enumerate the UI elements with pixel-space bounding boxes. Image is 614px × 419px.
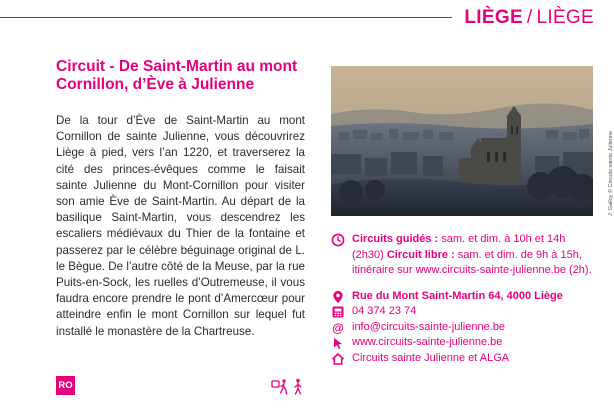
- practical-info: [331, 232, 596, 366]
- cursor-icon: [331, 336, 345, 350]
- section-title-separator: /: [526, 7, 533, 28]
- location-pin-icon: [331, 290, 345, 304]
- organizer-row: [331, 351, 596, 367]
- phone-text[interactable]: 04 374 23 74: [352, 305, 417, 317]
- walking-people-icon: [271, 378, 309, 396]
- clock-icon: [331, 233, 345, 247]
- section-title-sub: LIÈGE: [536, 7, 594, 28]
- organizer-text: Circuits sainte Julienne et ALGA: [352, 351, 510, 364]
- guided-tours-label: Circuits guidés :: [352, 233, 439, 245]
- header-rule: [0, 17, 452, 18]
- section-title: [464, 7, 594, 29]
- ro-badge: RO: [56, 376, 75, 395]
- photo-credit-text: J. Galloy © Circuits sainte Julienne: [608, 130, 614, 216]
- phone-row: [331, 304, 596, 320]
- article-headline: Circuit - De Saint-Martin au mont Cornillon, d’Ève à Julienne: [56, 58, 298, 93]
- section-title-main: LIÈGE: [464, 7, 523, 28]
- free-tour-text: sam. et dim. de 9h à 15h, itinéraire sur www.circuits-sainte-julienne.be (2h).: [352, 248, 592, 276]
- svg-text:@: @: [332, 320, 344, 335]
- phone-icon: [331, 305, 345, 319]
- email-link[interactable]: info@circuits-sainte-julienne.be: [352, 320, 506, 333]
- website-row: [331, 335, 596, 351]
- email-row: [331, 320, 596, 336]
- free-tour-label: Circuit libre :: [386, 248, 455, 261]
- photo-credit: [600, 66, 614, 216]
- home-icon: [331, 352, 345, 366]
- at-sign-icon: [331, 321, 345, 335]
- hours-row: [331, 232, 596, 279]
- liege-cityscape-image: [331, 66, 593, 216]
- address-row: [331, 289, 596, 305]
- guided-tours-text: sam. et dim. à 10h et 14h (2h30): [352, 233, 566, 261]
- article-body: De la tour d’Ève de Saint-Martin au mont Cornillon de sainte Julienne, vous découvrirez Liège à pied, vers l’an 1220, et traverserez la cité des princes-évêques comme le faisait sainte Julienne du Mont-Cornillon pour visiter son amie Ève de Saint-Martin. Au départ de la basilique Saint-Martin, vous descendrez les escaliers médiévaux du Thier de la fontaine et passerez par le célèbre béguinage original de L. le Bègue. De l’autre côté de la Meuse, par la rue Puits-en-Sock, les ruelles d’Outremeuse, il vous faudra encore prendre le pont d’Amercœur pour atteindre enfin le mont Cornillon sur lequel fut installé le monastère de la Chartreuse.: [56, 114, 305, 338]
- website-link[interactable]: www.circuits-sainte-julienne.be: [352, 336, 503, 348]
- city-photo: [331, 66, 593, 216]
- address-text: Rue du Mont Saint-Martin 64, 4000 Liège: [352, 289, 563, 302]
